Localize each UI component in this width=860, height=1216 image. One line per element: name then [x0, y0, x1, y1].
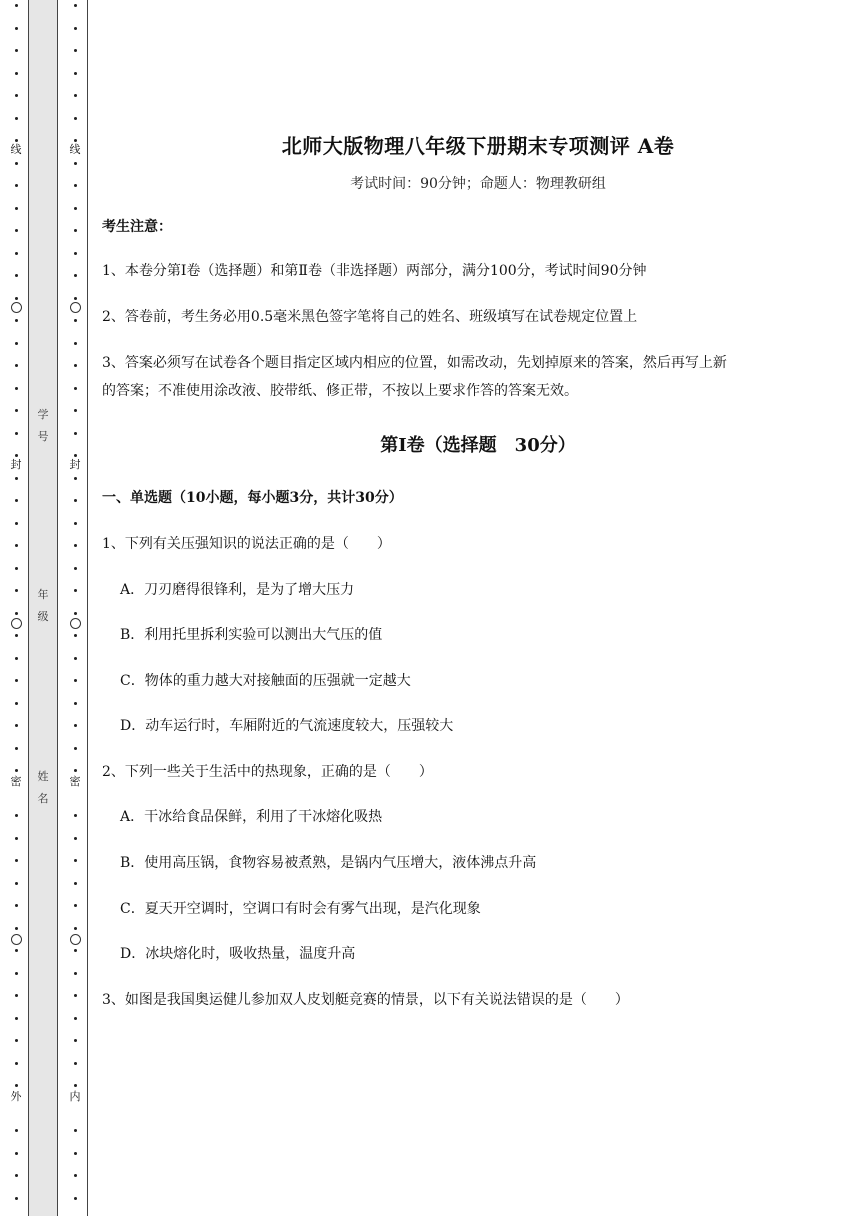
binding-dot — [15, 387, 18, 390]
binding-dot — [15, 1062, 18, 1065]
question-2-option-b: B．使用高压锅，食物容易被煮熟，是锅内气压增大，液体沸点升高 — [120, 855, 537, 871]
outer-dotted-line — [14, 0, 20, 1216]
binding-dot — [15, 274, 18, 277]
binding-line-left — [28, 0, 29, 1216]
notice-item-2: 2、答卷前，考生务必用0.5毫米黑色签字笔将自己的姓名、班级填写在试卷规定位置上 — [102, 309, 638, 325]
binding-dot — [74, 814, 77, 817]
binding-dot — [15, 139, 18, 142]
binding-dot — [74, 1017, 77, 1020]
page-title: 北师大版物理八年级下册期末专项测评 A卷 — [281, 134, 675, 158]
inner-char-xian: 线 — [69, 143, 81, 156]
binding-dot — [74, 387, 77, 390]
binding-dot — [74, 477, 77, 480]
binding-dot — [74, 927, 77, 930]
binding-dot — [74, 882, 77, 885]
binding-dot — [74, 1129, 77, 1132]
binding-dot — [74, 454, 77, 457]
outer-circle-2 — [11, 618, 22, 629]
binding-dot — [15, 117, 18, 120]
inner-char-nei: 内 — [69, 1090, 81, 1103]
question-1-option-b: B．利用托里拆利实验可以测出大气压的值 — [120, 627, 383, 643]
binding-dot — [74, 949, 77, 952]
binding-dot — [74, 1174, 77, 1177]
section-title: 第Ⅰ卷（选择题 30分） — [380, 435, 576, 456]
binding-dot — [74, 702, 77, 705]
band-label-char: 学 — [37, 408, 49, 421]
binding-dot — [15, 994, 18, 997]
binding-dot — [74, 904, 77, 907]
notice-item-1: 1、本卷分第Ⅰ卷（选择题）和第Ⅱ卷（非选择题）两部分，满分100分，考试时间90分钟 — [102, 263, 647, 279]
binding-dot — [15, 544, 18, 547]
question-1-stem: 1、下列有关压强知识的说法正确的是（ ） — [102, 536, 391, 552]
binding-dot — [15, 634, 18, 637]
inner-dotted-line — [73, 0, 79, 1216]
binding-dot — [15, 567, 18, 570]
binding-dot — [74, 724, 77, 727]
binding-dot — [15, 49, 18, 52]
binding-dot — [74, 994, 77, 997]
outer-char-xian: 线 — [10, 143, 22, 156]
exam-info: 考试时间：90分钟；命题人：物理教研组 — [350, 176, 606, 192]
binding-dot — [15, 1197, 18, 1200]
binding-dot — [15, 409, 18, 412]
inner-circle-2 — [70, 618, 81, 629]
binding-dot — [74, 657, 77, 660]
band-label-char: 级 — [37, 610, 49, 623]
binding-dot — [74, 117, 77, 120]
binding-dot — [15, 657, 18, 660]
binding-dot — [15, 1129, 18, 1132]
outer-circle-1 — [11, 302, 22, 313]
binding-dot — [15, 252, 18, 255]
binding-dot — [15, 949, 18, 952]
binding-dot — [74, 274, 77, 277]
binding-dot — [74, 94, 77, 97]
question-2-option-c: C．夏天开空调时，空调口有时会有雾气出现，是汽化现象 — [120, 901, 481, 917]
band-label-student-id — [36, 408, 50, 452]
binding-dot — [74, 342, 77, 345]
binding-dot — [74, 567, 77, 570]
inner-circle-1 — [70, 302, 81, 313]
binding-dot — [15, 522, 18, 525]
binding-dot — [15, 1174, 18, 1177]
binding-line-mid — [57, 0, 58, 1216]
binding-dot — [74, 432, 77, 435]
binding-dot — [74, 634, 77, 637]
binding-dot — [15, 1039, 18, 1042]
binding-dot — [15, 72, 18, 75]
binding-dot — [74, 364, 77, 367]
question-2-option-a: A．干冰给食品保鲜，利用了干冰熔化吸热 — [120, 809, 383, 825]
band-label-char: 姓 — [37, 770, 49, 783]
binding-margin — [0, 0, 92, 1216]
binding-dot — [74, 837, 77, 840]
question-3-stem: 3、如图是我国奥运健儿参加双人皮划艇竞赛的情景，以下有关说法错误的是（ ） — [102, 992, 629, 1008]
binding-dot — [15, 27, 18, 30]
binding-dot — [74, 769, 77, 772]
inner-char-feng: 封 — [69, 458, 81, 471]
binding-dot — [15, 589, 18, 592]
binding-dot — [74, 1039, 77, 1042]
binding-dot — [74, 72, 77, 75]
binding-dot — [15, 319, 18, 322]
outer-char-wai: 外 — [10, 1090, 22, 1103]
binding-dot — [15, 342, 18, 345]
binding-dot — [74, 544, 77, 547]
binding-dot — [74, 49, 77, 52]
question-1-option-a: A．刀刃磨得很锋利，是为了增大压力 — [120, 582, 355, 598]
binding-dot — [15, 679, 18, 682]
inner-char-mi: 密 — [69, 775, 81, 788]
binding-dot — [15, 814, 18, 817]
binding-dot — [74, 207, 77, 210]
binding-dot — [74, 859, 77, 862]
binding-dot — [15, 769, 18, 772]
question-2-option-d: D．冰块熔化时，吸收热量，温度升高 — [120, 946, 356, 962]
notice-heading: 考生注意： — [102, 219, 172, 235]
binding-dot — [15, 207, 18, 210]
binding-dot — [15, 1017, 18, 1020]
binding-dot — [15, 162, 18, 165]
binding-dot — [15, 499, 18, 502]
binding-dot — [15, 297, 18, 300]
binding-dot — [15, 702, 18, 705]
notice-item-3: 3、答案必须写在试卷各个题目指定区域内相应的位置，如需改动，先划掉原来的答案，然后再写上新 — [102, 355, 727, 371]
band-label-name — [36, 770, 50, 814]
binding-dot — [15, 882, 18, 885]
binding-dot — [74, 522, 77, 525]
binding-dot — [74, 139, 77, 142]
binding-dot — [15, 1152, 18, 1155]
binding-dot — [15, 94, 18, 97]
binding-dot — [15, 904, 18, 907]
binding-dot — [74, 499, 77, 502]
binding-dot — [15, 364, 18, 367]
band-label-char: 号 — [37, 430, 49, 443]
binding-dot — [15, 927, 18, 930]
binding-dot — [15, 229, 18, 232]
binding-dot — [74, 27, 77, 30]
binding-dot — [74, 1197, 77, 1200]
notice-item-3-cont: 的答案；不准使用涂改液、胶带纸、修正带，不按以上要求作答的答案无效。 — [102, 383, 578, 399]
question-2-stem: 2、下列一些关于生活中的热现象，正确的是（ ） — [102, 764, 433, 780]
binding-dot — [15, 972, 18, 975]
binding-dot — [74, 972, 77, 975]
binding-dot — [74, 1084, 77, 1087]
binding-dot — [15, 859, 18, 862]
question-1-option-c: C．物体的重力越大对接触面的压强就一定越大 — [120, 673, 411, 689]
band-label-char: 年 — [37, 588, 49, 601]
binding-dot — [74, 409, 77, 412]
binding-dot — [15, 4, 18, 7]
binding-dot — [74, 679, 77, 682]
binding-dot — [15, 1084, 18, 1087]
binding-dot — [74, 747, 77, 750]
binding-dot — [15, 454, 18, 457]
band-label-char: 名 — [37, 792, 49, 805]
inner-circle-3 — [70, 934, 81, 945]
band-label-grade — [36, 588, 50, 632]
binding-dot — [74, 229, 77, 232]
part-heading: 一、单选题（10小题，每小题3分，共计30分） — [102, 490, 403, 506]
binding-dot — [15, 184, 18, 187]
binding-line-right — [87, 0, 88, 1216]
outer-char-feng: 封 — [10, 458, 22, 471]
binding-dot — [15, 432, 18, 435]
binding-dot — [15, 612, 18, 615]
binding-dot — [74, 4, 77, 7]
outer-circle-3 — [11, 934, 22, 945]
question-1-option-d: D．动车运行时，车厢附近的气流速度较大，压强较大 — [120, 718, 454, 734]
binding-dot — [74, 252, 77, 255]
binding-dot — [74, 1152, 77, 1155]
binding-dot — [15, 837, 18, 840]
binding-dot — [74, 297, 77, 300]
binding-dot — [74, 1062, 77, 1065]
binding-dot — [74, 589, 77, 592]
binding-dot — [15, 724, 18, 727]
binding-dot — [74, 319, 77, 322]
binding-dot — [15, 477, 18, 480]
binding-dot — [74, 162, 77, 165]
outer-char-mi: 密 — [10, 775, 22, 788]
binding-dot — [74, 184, 77, 187]
binding-dot — [74, 612, 77, 615]
binding-dot — [15, 747, 18, 750]
